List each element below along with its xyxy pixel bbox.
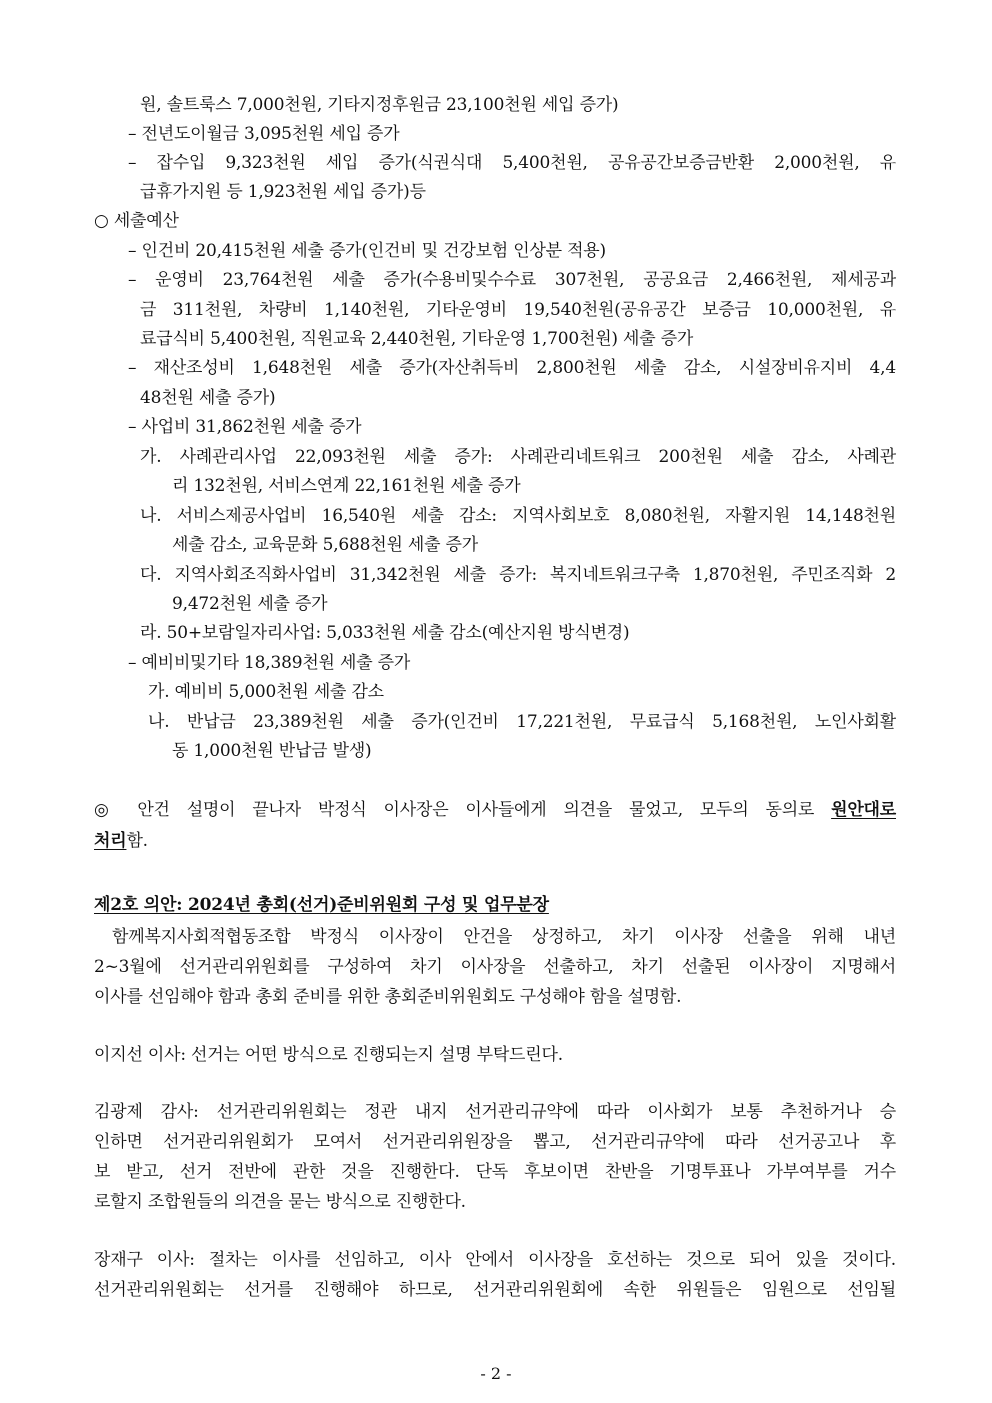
resolution-emphasis-cont: 처리 xyxy=(94,831,127,851)
auditor-answer-line-cont: 보 받고, 선거 전반에 관한 것을 진행한다. 단독 후보이면 찬반을 기명투표나 가부여부를 거수 xyxy=(94,1162,896,1182)
expenditure-project-line: – 사업비 31,862천원 세출 증가 xyxy=(128,417,362,437)
expenditure-reserve-line: – 예비비및기타 18,389천원 세출 증가 xyxy=(128,653,411,673)
auditor-answer-line-cont: 로할지 조합원들의 의견을 묻는 방식으로 진행한다. xyxy=(94,1192,466,1212)
expenditure-asset-line-cont: 48천원 세출 증가) xyxy=(140,388,276,408)
resolution-line xyxy=(94,799,896,821)
project-item-da-cont: 9,472천원 세출 증가 xyxy=(172,594,328,614)
resolution-text: ◎ 안건 설명이 끝나자 박정식 이사장은 이사들에게 의견을 물었고, 모두의 동의로 xyxy=(94,800,832,820)
expenditure-operating-line: – 운영비 23,764천원 세출 증가(수용비및수수료 307천원, 공공요금 2,466천원, 제세공과 xyxy=(128,270,896,290)
expenditure-operating-line-cont: 료급식비 5,400천원, 직원교육 2,440천원, 기타운영 1,700천원) 세출 증가 xyxy=(140,329,694,349)
agenda2-intro-line-cont: 이사를 선임해야 함과 총회 준비를 위한 총회준비위원회도 구성해야 함을 설명함. xyxy=(94,987,682,1007)
reserve-item-ga: 가. 예비비 5,000천원 세출 감소 xyxy=(148,682,384,702)
revenue-misc-line-cont: 급휴가지원 등 1,923천원 세입 증가)등 xyxy=(140,182,426,202)
expenditure-personnel-line: – 인건비 20,415천원 세출 증가(인건비 및 건강보험 인상분 적용) xyxy=(128,241,606,261)
director-comment-line: 장재구 이사: 절차는 이사를 선임하고, 이사 안에서 이사장을 호선하는 것으로 되어 있을 것이다. xyxy=(94,1250,896,1270)
project-item-da: 다. 지역사회조직화사업비 31,342천원 세출 증가: 복지네트워크구축 1,870천원, 주민조직화 2 xyxy=(140,565,896,585)
director-comment-line-cont: 선거관리위원회는 선거를 진행해야 하므로, 선거관리위원회에 속한 위원들은 임원으로 선임될 xyxy=(94,1280,896,1300)
expenditure-heading: ○ 세출예산 xyxy=(94,211,179,231)
revenue-misc-line: – 잡수입 9,323천원 세입 증가(식권식대 5,400천원, 공유공간보증금반환 2,000천원, 유 xyxy=(128,153,896,173)
agenda2-intro-line-cont: 2~3월에 선거관리위원회를 구성하여 차기 이사장을 선출하고, 차기 선출된 이사장이 지명해서 xyxy=(94,957,896,977)
project-item-ra: 라. 50+보람일자리사업: 5,033천원 세출 감소(예산지원 방식변경) xyxy=(140,623,630,643)
auditor-answer-line: 김광제 감사: 선거관리위원회는 정관 내지 선거관리규약에 따라 이사회가 보통 추천하거나 승 xyxy=(94,1102,896,1122)
auditor-answer-line-cont: 인하면 선거관리위원회가 모여서 선거관리위원장을 뽑고, 선거관리규약에 따라 선거공고나 후 xyxy=(94,1132,896,1152)
project-item-na: 나. 서비스제공사업비 16,540원 세출 감소: 지역사회보호 8,080천원, 자활지원 14,148천원 xyxy=(140,506,896,526)
expenditure-asset-line: – 재산조성비 1,648천원 세출 증가(자산취득비 2,800천원 세출 감소, 시설장비유지비 4,4 xyxy=(128,358,896,378)
project-item-ga: 가. 사례관리사업 22,093천원 세출 증가: 사례관리네트워크 200천원 세출 감소, 사례관 xyxy=(140,447,896,467)
agenda2-title: 제2호 의안: 2024년 총회(선거)준비위원회 구성 및 업무분장 xyxy=(94,895,549,915)
revenue-carryover-line: – 전년도이월금 3,095천원 세입 증가 xyxy=(128,124,400,144)
revenue-continuation-line: 원, 솔트룩스 7,000천원, 기타지정후원금 23,100천원 세입 증가) xyxy=(140,95,619,115)
agenda2-intro-line: 함께복지사회적협동조합 박정식 이사장이 안건을 상정하고, 차기 이사장 선출을 위해 내년 xyxy=(112,927,896,947)
resolution-text-cont: 함. xyxy=(126,831,148,851)
reserve-item-na: 나. 반납금 23,389천원 세출 증가(인건비 17,221천원, 무료급식 5,168천원, 노인사회활 xyxy=(148,712,896,732)
project-item-na-cont: 세출 감소, 교육문화 5,688천원 세출 증가 xyxy=(172,535,478,555)
resolution-line-cont xyxy=(94,830,148,852)
director-question: 이지선 이사: 선거는 어떤 방식으로 진행되는지 설명 부탁드린다. xyxy=(94,1045,563,1065)
project-item-ga-cont: 리 132천원, 서비스연계 22,161천원 세출 증가 xyxy=(172,476,521,496)
page-number: - 2 - xyxy=(480,1364,512,1383)
reserve-item-na-cont: 동 1,000천원 반납금 발생) xyxy=(172,741,372,761)
resolution-emphasis: 원안대로 xyxy=(831,800,896,820)
expenditure-operating-line-cont: 금 311천원, 차량비 1,140천원, 기타운영비 19,540천원(공유공간 보증금 10,000천원, 유 xyxy=(140,300,896,320)
